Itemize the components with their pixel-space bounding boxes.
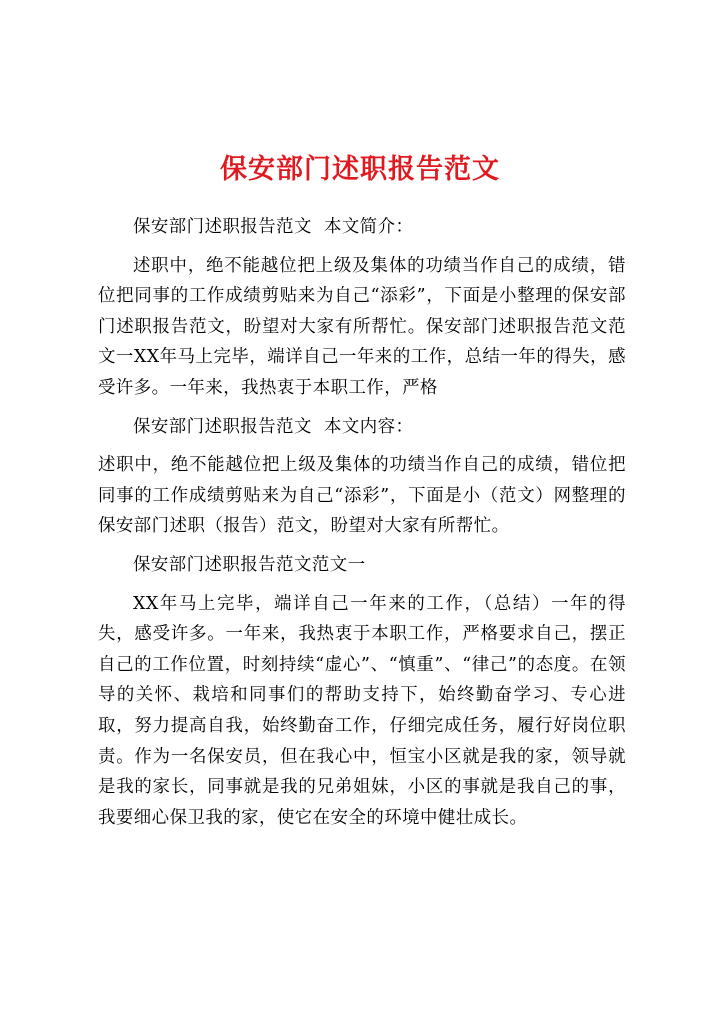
document-title: 保安部门述职报告范文 xyxy=(220,154,500,185)
sample-paragraph: XX年马上完毕，端详自己一年来的工作，（总结）一年的得失，感受许多。一年来，我热衷于本职工作，严格要求自己，摆正自己的工作位置，时刻持续“虚心”、“慎重”、“律己”的态度。在领导的关怀、栽培和同事们的帮助支持下，始终勤奋学习、专心进取，努力提高自我，始终勤奋工作，仔细完成任务，履行好岗位职责。作为一名保安员，但在我心中，恒宝小区就是我的家，领导就是我的家长，同事就是我的兄弟姐妹，小区的事就是我自己的事，我要细心保卫我的家，使它在安全的环境中健壮成长。 xyxy=(98,593,626,828)
intro-heading: 保安部门述职报告范文 本文简介： xyxy=(133,217,414,237)
intro-paragraph: 述职中，绝不能越位把上级及集体的功绩当作自己的成绩，错位把同事的工作成绩剪贴来为自己“添彩”，下面是小整理的保安部门述职报告范文，盼望对大家有所帮忙。保安部门述职报告范文范文一XX年马上完毕，端详自己一年来的工作，总结一年的得失，感受许多。一年来，我热衷于本职工作，严格 xyxy=(98,255,626,398)
document-body xyxy=(98,212,626,841)
content-paragraph: 述职中，绝不能越位把上级及集体的功绩当作自己的成绩，错位把同事的工作成绩剪贴来为自己“添彩”，下面是小（范文）网整理的保安部门述职（报告）范文，盼望对大家有所帮忙。 xyxy=(98,455,626,537)
sample-heading: 保安部门述职报告范文范文一 xyxy=(133,554,366,575)
content-heading: 保安部门述职报告范文 本文内容： xyxy=(133,416,414,437)
